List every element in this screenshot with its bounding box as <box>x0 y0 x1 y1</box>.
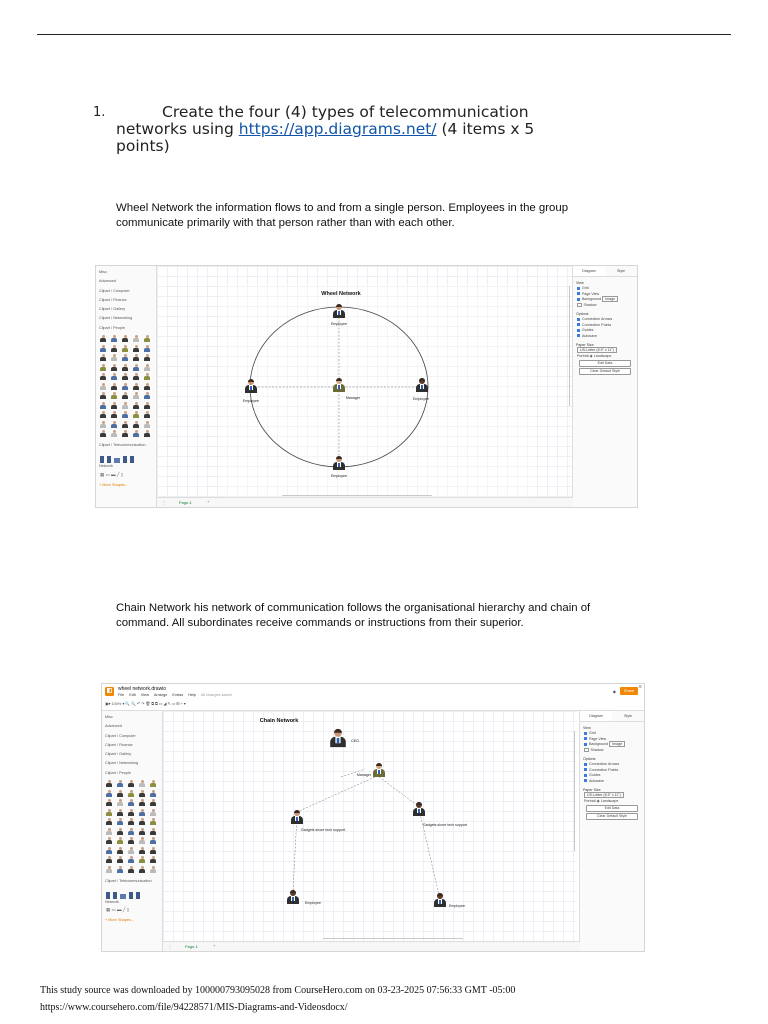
settings-icon[interactable]: ⚙ <box>638 684 642 689</box>
orientation-options[interactable]: Portrait ◉ Landscape <box>577 353 612 358</box>
pages-menu-icon[interactable]: ⋮ <box>162 500 166 505</box>
save-status: All changes saved <box>200 693 232 697</box>
menu-help[interactable]: Help <box>188 693 197 697</box>
tab-style[interactable]: Style <box>617 269 625 273</box>
network-shape-palette[interactable]: ▦ ▭ ▬ ╱ ▯ <box>106 907 130 913</box>
diagram-canvas[interactable] <box>157 266 572 498</box>
format-tabs <box>573 266 637 277</box>
chain-network-description: Chain Network his network of communication follows the organisational hierarchy and chain of command. All subordinates receive commands or instructions from their superior. <box>116 602 591 629</box>
sidebar-item-misc[interactable]: Misc <box>105 715 113 719</box>
zoom-level[interactable]: 100% <box>111 702 122 706</box>
edit-data-button[interactable]: Edit Data <box>579 360 631 367</box>
tab-diagram[interactable]: Diagram <box>580 711 612 721</box>
footer-source-url[interactable]: https://www.coursehero.com/file/94228571/MIS-Diagrams-and-Videosdocx/ <box>40 1002 348 1013</box>
horizontal-scrollbar[interactable] <box>323 938 463 940</box>
support-left-label: Gadgets shore tech support <box>300 828 346 832</box>
question-text-end: (4 items x 5 points) <box>116 120 535 155</box>
sidebar-item-clipart-people[interactable]: Clipart / People <box>99 325 125 330</box>
paper-size-header: Paper Size <box>576 343 594 347</box>
employee-left-label: Employee <box>305 901 321 905</box>
guides-option[interactable]: Guides <box>573 328 637 334</box>
background-option[interactable]: Background Image <box>573 297 637 303</box>
sidebar-item-network[interactable]: Network <box>99 464 113 469</box>
page-tab[interactable]: Page-1 <box>179 500 192 505</box>
network-shape-palette[interactable]: ▦ ▭ ▬ ╱ ▯ <box>100 471 124 477</box>
menu-extras[interactable]: Extras <box>172 693 184 697</box>
orientation-options[interactable]: Portrait ◉ Landscape <box>584 798 619 803</box>
menu-bar <box>118 693 236 697</box>
sidebar-item-clipart-gallery[interactable]: Clipart / Gallery <box>105 752 132 757</box>
employee-left-label: Employee <box>243 399 259 403</box>
telecom-shape-palette[interactable] <box>96 450 156 462</box>
image-button[interactable]: Image <box>609 741 625 747</box>
page-tabs-bar <box>163 941 580 951</box>
employee-left-shape[interactable] <box>245 379 257 393</box>
grid-option[interactable]: Grid <box>573 286 637 292</box>
employee-bottom-label: Employee <box>331 474 347 478</box>
sidebar-item-clipart-gallery[interactable]: Clipart / Gallery <box>99 307 126 312</box>
chain-network-screenshot <box>101 683 645 952</box>
employee-top-label: Employee <box>331 322 347 326</box>
shapes-sidebar <box>102 711 163 951</box>
options-header: Options <box>583 757 596 761</box>
autosave-option[interactable]: Autosave <box>573 334 637 340</box>
page-tabs-bar <box>157 497 573 507</box>
tab-style[interactable]: Style <box>624 714 632 718</box>
zoom-controls-icon[interactable]: ▾ 🔍 🔍 ↶ ↷ 🗑 ⧉ ⧉ ▭ ◢ ✎ ▭ ⊞ + ▾ <box>122 702 186 706</box>
sidebar-item-clipart-networking[interactable]: Clipart / Networking <box>99 316 133 321</box>
guides-option[interactable]: Guides <box>580 773 644 779</box>
manager-label: Manager <box>345 396 361 400</box>
app-topbar <box>102 684 644 711</box>
clear-default-style-button[interactable]: Clear Default Style <box>579 368 631 375</box>
sidebar-item-clipart-people[interactable]: Clipart / People <box>105 770 131 775</box>
chain-connectors <box>163 711 577 942</box>
people-shape-palette[interactable] <box>96 333 156 439</box>
manager-shape[interactable] <box>333 378 345 392</box>
shadow-option[interactable]: Shadow <box>580 748 644 754</box>
ceo-label: CEO <box>351 739 359 743</box>
file-name[interactable]: wheel network.drawio <box>118 686 167 692</box>
sidebar-item-clipart-computer[interactable]: Clipart / Computer <box>99 288 130 293</box>
connection-arrows-option[interactable]: Connection Arrows <box>580 762 644 768</box>
wheel-connectors <box>157 266 572 498</box>
connection-points-option[interactable]: Connection Points <box>573 323 637 329</box>
employee-top-shape[interactable] <box>333 304 345 318</box>
sidebar-item-advanced[interactable]: Advanced <box>99 279 116 284</box>
question-text <box>116 104 546 155</box>
vertical-scrollbar[interactable] <box>569 286 571 406</box>
format-tabs <box>580 711 644 722</box>
page-tab[interactable]: Page-1 <box>185 944 198 949</box>
diagrams-link[interactable]: https://app.diagrams.net/ <box>238 120 437 138</box>
options-header: Options <box>576 312 589 316</box>
sidebar-item-clipart-telecommunication[interactable]: Clipart / Telecommunication <box>99 443 146 448</box>
wheel-network-description: Wheel Network the information flows to and from a single person. Employees in the group communicate primarily with that person rather than with each other. <box>116 202 569 229</box>
employee-right-shape[interactable] <box>416 378 428 392</box>
page-view-option[interactable]: Page View <box>573 292 637 298</box>
horizontal-scrollbar[interactable] <box>282 495 432 497</box>
employee-right-label: Employee <box>449 904 465 908</box>
more-shapes-link[interactable]: + More Shapes... <box>105 918 135 923</box>
diagram-canvas[interactable] <box>163 711 577 942</box>
shadow-option[interactable]: Shadow <box>573 303 637 309</box>
footer-download-note: This study source was downloaded by 100000793095028 from CourseHero.com on 03-23-2025 07:56:33 GMT -05:00 <box>40 985 516 996</box>
menu-view[interactable]: View <box>140 693 149 697</box>
share-button[interactable]: Share <box>620 687 638 695</box>
manager-shape[interactable] <box>373 763 385 777</box>
sidebar-item-clipart-telecommunication[interactable]: Clipart / Telecommunication <box>105 878 152 883</box>
question-number: 1. <box>93 105 106 120</box>
page-view-option[interactable]: Page View <box>580 737 644 743</box>
people-shape-palette[interactable] <box>102 778 162 875</box>
vertical-scrollbar[interactable] <box>574 731 576 851</box>
format-panel <box>579 711 644 951</box>
autosave-option[interactable]: Autosave <box>580 779 644 785</box>
employee-bottom-shape[interactable] <box>333 456 345 470</box>
shapes-sidebar <box>96 266 157 507</box>
format-panel <box>572 266 637 507</box>
toolbar <box>105 701 186 706</box>
image-button[interactable]: Image <box>602 296 618 302</box>
sidebar-item-network[interactable]: Network <box>105 899 119 904</box>
connection-points-option[interactable]: Connection Points <box>580 768 644 774</box>
more-shapes-link[interactable]: + More Shapes... <box>99 482 129 487</box>
sidebar-item-clipart-computer[interactable]: Clipart / Computer <box>105 733 136 738</box>
grid-option[interactable]: Grid <box>580 731 644 737</box>
page-view-icon[interactable]: ▣▾ <box>105 702 111 706</box>
support-left-shape[interactable] <box>291 810 303 824</box>
diagram-title: Chain Network <box>259 718 299 724</box>
employee-left-shape[interactable] <box>287 890 299 904</box>
sidebar-item-misc[interactable]: Misc <box>99 270 107 274</box>
notification-icon[interactable]: ◆ <box>612 689 616 694</box>
paper-size-select[interactable]: US-Letter (8.5" x 11") <box>580 793 644 799</box>
telecom-shape-palette[interactable] <box>102 886 162 898</box>
view-header: View <box>576 281 584 285</box>
pages-menu-icon[interactable]: ⋮ <box>168 944 172 949</box>
header-rule <box>37 34 731 35</box>
ceo-shape[interactable] <box>330 729 346 747</box>
sidebar-item-clipart-networking[interactable]: Clipart / Networking <box>105 761 139 766</box>
wheel-network-screenshot <box>95 265 638 508</box>
edit-data-button[interactable]: Edit Data <box>586 805 638 812</box>
support-right-label: Gadgets shore tech support <box>422 823 468 827</box>
paper-size-select[interactable]: US-Letter (8.5" x 11") <box>573 348 637 354</box>
sidebar-item-clipart-finance[interactable]: Clipart / Finance <box>99 297 127 302</box>
paper-size-header: Paper Size <box>583 788 601 792</box>
employee-right-shape[interactable] <box>434 893 446 907</box>
support-right-shape[interactable] <box>413 802 425 816</box>
diagram-title: Wheel Network <box>321 291 361 297</box>
drawio-logo: ◧ <box>106 688 113 694</box>
connection-arrows-option[interactable]: Connection Arrows <box>573 317 637 323</box>
background-option[interactable]: Background Image <box>580 742 644 748</box>
menu-edit[interactable]: Edit <box>129 693 136 697</box>
clear-default-style-button[interactable]: Clear Default Style <box>586 813 638 820</box>
add-page-icon[interactable]: + <box>207 499 210 504</box>
add-page-icon[interactable]: + <box>213 943 216 948</box>
view-header: View <box>583 726 591 730</box>
manager-label: Manager <box>356 773 372 777</box>
sidebar-item-advanced[interactable]: Advanced <box>105 724 122 729</box>
menu-arrange[interactable]: Arrange <box>153 693 168 697</box>
sidebar-item-clipart-finance[interactable]: Clipart / Finance <box>105 742 133 747</box>
question-text-start: Create the four (4) types of telecommunication networks using <box>116 103 529 138</box>
tab-diagram[interactable]: Diagram <box>573 266 605 276</box>
employee-right-label: Employee <box>413 397 429 401</box>
menu-file[interactable]: File <box>118 693 125 697</box>
